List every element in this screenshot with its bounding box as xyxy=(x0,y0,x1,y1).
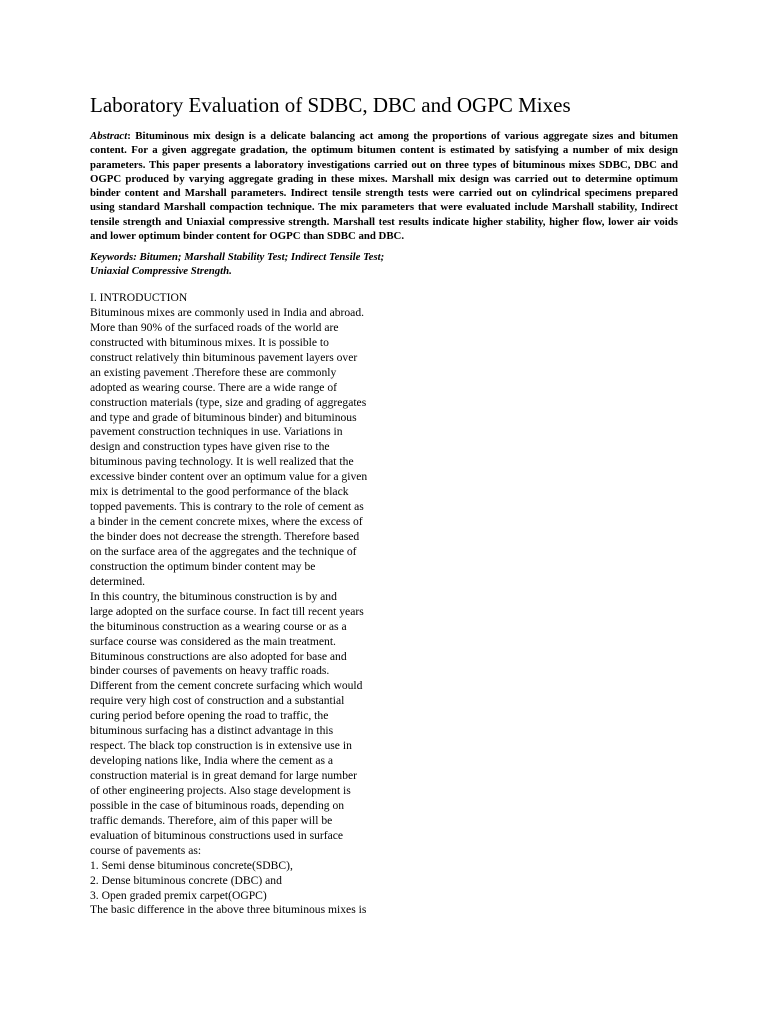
body-text-line: the binder does not decrease the strength. Therefore based xyxy=(90,530,360,543)
body-text-line: course of pavements as: xyxy=(90,843,202,857)
body-text-line: Bituminous constructions are also adopted for base and xyxy=(90,649,347,663)
body-text-line: Bituminous mixes are commonly used in India and abroad. xyxy=(90,305,365,319)
body-text-line: of other engineering projects. Also stage development is xyxy=(90,783,351,797)
body-text-line: construction material is in great demand for large number xyxy=(90,769,357,782)
body-text-line: 1. Semi dense bituminous concrete(SDBC), xyxy=(90,858,293,872)
body-column xyxy=(90,291,400,918)
section-heading-introduction: I. INTRODUCTION xyxy=(90,291,188,304)
keywords-text: : Bitumen; Marshall Stability Test; Indirect Tensile Test; Uniaxial Compressive Strength. xyxy=(90,251,385,278)
body-text-line: construct relatively thin bituminous pavement layers over xyxy=(90,350,358,364)
body-text-line: The basic difference in the above three bituminous mixes is xyxy=(90,903,367,917)
body-text-line: adopted as wearing course. There are a wide range of xyxy=(90,380,338,394)
body-text-line: on the surface area of the aggregates and the technique of xyxy=(90,544,357,558)
body-text-line: developing nations like, India where the cement as a xyxy=(90,754,334,768)
body-text-line: constructed with bituminous mixes. It is possible to xyxy=(90,335,329,349)
body-text-line: binder courses of pavements on heavy traffic roads. xyxy=(90,664,330,678)
body-text-line: surface course was considered as the main treatment. xyxy=(90,634,336,648)
body-text-line: construction materials (type, size and grading of aggregates xyxy=(90,395,367,409)
body-text-line: construction the optimum binder content may be xyxy=(90,559,316,573)
body-text-line: mix is detrimental to the good performance of the black xyxy=(90,485,349,499)
keywords-paragraph xyxy=(90,250,390,279)
body-text-line: design and construction types have given rise to the xyxy=(90,440,330,454)
body-text-line: possible in the case of bituminous roads, depending on xyxy=(90,798,345,812)
body-text-line: an existing pavement .Therefore these are commonly xyxy=(90,365,337,379)
body-text-line: a binder in the cement concrete mixes, where the excess of xyxy=(90,515,363,529)
body-text-line: large adopted on the surface course. In fact till recent years xyxy=(90,604,364,618)
body-text-line: curing period before opening the road to traffic, the xyxy=(90,709,329,723)
body-text-line: 3. Open graded premix carpet(OGPC) xyxy=(90,888,267,902)
body-text-line: determined. xyxy=(90,574,146,588)
body-text-line: evaluation of bituminous constructions used in surface xyxy=(90,828,344,842)
body-text-line: traffic demands. Therefore, aim of this paper will be xyxy=(90,813,333,827)
body-text-line: pavement construction techniques in use. Variations in xyxy=(90,425,343,439)
body-text-line: bituminous surfacing has a distinct advantage in this xyxy=(90,724,334,738)
abstract-label: Abstract xyxy=(90,130,128,142)
body-text-line: topped pavements. This is contrary to the role of cement as xyxy=(90,500,364,514)
body-text-line: Different from the cement concrete surfacing which would xyxy=(90,679,363,693)
body-text-line: the bituminous construction as a wearing course or as a xyxy=(90,619,347,633)
body-text-line: excessive binder content over an optimum value for a given xyxy=(90,470,368,484)
body-text-line: respect. The black top construction is in extensive use in xyxy=(90,739,352,753)
body-text-line: In this country, the bituminous construction is by and xyxy=(90,589,337,603)
body-text-line: and type and grade of bituminous binder) and bituminous xyxy=(90,410,357,424)
body-text-line: require very high cost of construction and a substantial xyxy=(90,694,345,708)
keywords-label: Keywords xyxy=(90,251,134,263)
body-text-line: 2. Dense bituminous concrete (DBC) and xyxy=(90,873,282,887)
abstract-text: : Bituminous mix design is a delicate balancing act among the proportions of various aggregate sizes and bitumen content. For a given aggregate gradation, the optimum bitumen content is estimated by satisfying a number of mix design parameters. This paper presents a laboratory investigations carried out on three types of bituminous mixes SDBC, DBC and OGPC produced by varying aggregate grading in these mixes. Marshall mix design was carried out to determine optimum binder content and Marshall parameters. Indirect tensile strength tests were carried out on cylindrical specimens prepared using standard Marshall compaction technique. The mix parameters that were evaluated include Marshall stability, Indirect tensile strength and Uniaxial compressive strength. Marshall test results indicate higher stability, higher flow, lower air voids and lower optimum binder content for OGPC than SDBC and DBC. xyxy=(90,130,678,243)
body-text-line: bituminous paving technology. It is well realized that the xyxy=(90,455,354,469)
body-text-line: More than 90% of the surfaced roads of the world are xyxy=(90,320,339,334)
paper-title: Laboratory Evaluation of SDBC, DBC and OGPC Mixes xyxy=(90,93,571,117)
abstract-paragraph xyxy=(90,129,678,243)
